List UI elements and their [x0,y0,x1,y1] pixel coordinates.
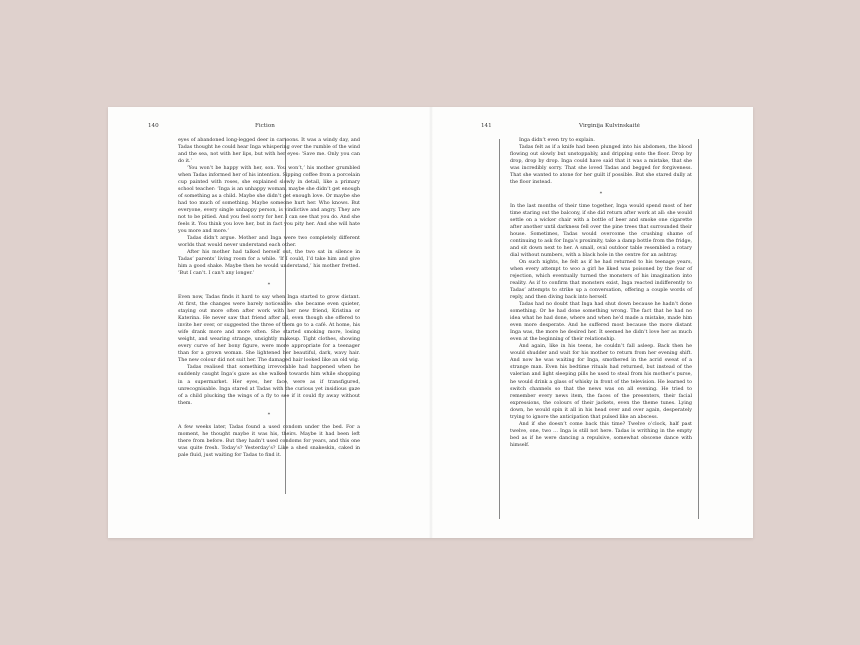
left-running-title: Fiction [255,123,275,129]
paragraph: In the last months of their time together, Inga would spend most of her time staring out the balcony, if she did return after work at all: she would settle on a wicker chair with a bottle of beer and smoke one cigarette after another until darkness fell over the pine trees that surrounded their house. Sometimes, Tadas would overcome the crushing shame of continuing to ask for Inga’s proximity, take a damp bottle from the fridge, and sit down next to her. A small, oval outdoor table resembled a rotary dial without numbers, with a black hole in the centre for an ashtray. [510,203,692,259]
left-body-text [178,137,360,459]
paragraph: On such nights, he felt as if he had returned to his teenage years, when every attempt to woo a girl he liked was poisoned by the fear of rejection, which eventually turned the monsters of his imagination into reality. As if to confirm that monsters exist, Inga reacted indifferently to Tadas’ attempts to strike up a conversation, offering a couple words of reply, and then diving back into herself. [510,259,692,301]
left-page-number: 140 [148,123,159,129]
paragraph: A few weeks later, Tadas found a used condom under the bed. For a moment, he thought maybe it was his, theirs. Maybe it had been left there from before. But they hadn’t used condoms for years, and this one was quite fresh. Today’s? Yesterday’s? Like a shed snakeskin, caked in pale fluid, just waiting for Tadas to find it. [178,423,360,458]
paragraph: Tadas felt as if a knife had been plunged into his abdomen, the blood flowing out slowly but unstoppably, and dripping onto the floor. Drop by drop, drop by drop. Inga could have said that it was a mistake, that she was incredibly sorry. That she loved Tadas and begged for forgiveness. That she wanted to atone for her guilt if possible. But she stared dully at the floor instead. [510,144,692,186]
paragraph: ‘You won’t be happy with her, son. You won’t,’ his mother grumbled when Tadas informed her of his intention. Sipping coffee from a porcelain cup painted with roses, she explained slowly in detail, like a primary school teacher: ‘Inga is an unhappy woman, maybe she didn’t get enough of something as a child. Maybe she didn’t get enough love. Or maybe she had too much of something. Maybe someone hurt her. Who knows. But everyone, every single unhappy person, is vindictive and angry. They are not to be pitied. And you feel sorry for her. I can see that you do. And she feels it. You think you love her, but in fact you pity her. And she will hate you more and more.’ [178,165,360,235]
paragraph: Tadas didn’t argue. Mother and Inga were two completely different worlds that would never understand each other. [178,235,360,249]
right-page [431,107,753,538]
section-break: * [599,191,603,198]
right-page-number: 141 [481,123,492,129]
paragraph: Inga didn’t even try to explain. [519,137,595,143]
right-margin-rule-outer [698,139,699,519]
paragraph: Tadas realised that something irrevocable had happened when he suddenly caught Inga’s gaze as she walked towards him while shopping in a supermarket. Her eyes, her face, were as if transfigured, unrecognisable. Inga stared at Tadas with the curious yet insidious gaze of a child plucking the wings of a fly to see if it could fly away without them. [178,364,360,406]
book-spread [108,107,753,538]
paragraph: And again, like in his teens, he couldn’t fall asleep. Back then he would shudder and wait for his mother to return from her evening shift. And now he was waiting for Inga, smothered in the acrid sweat of a strange man. Even his bedtime rituals had returned, but instead of the valerian and light sleeping pills he used to steal from his mother’s purse, he would drink a glass of whisky in front of the television. He learned to switch channels so that the news was on all evening. He tried to remember every news item, the faces of the presenters, their facial expressions, the colours of their jackets, even the theme tunes. Lying down, he would spin it all in his head over and over again, desperately trying to ignore the anticipation that pulsed like an abscess. [510,343,692,420]
paragraph: Even now, Tadas finds it hard to say when Inga started to grow distant. At first, the changes were barely noticeable: she became even quieter, staying out more often after work with her new friend, Kristina or Katerina. He never saw that friend after all, even though she offered to invite her over, or suggested the three of them go to a café. At home, his wife drank more and more often. She started smoking more, losing weight, and wearing strange, unsightly makeup. Tight clothes, showing every curve of her bony figure, were more appropriate for a teenager than for a grown woman. She lightened her beautiful, dark, wavy hair. The new colour did not suit her. The damaged hair looked like an old wig. [178,294,360,364]
right-body-text [510,137,692,449]
right-running-title: Virginija Kulvinskaitė [579,123,640,129]
paragraph: Tadas had no doubt that Inga had shut down because he hadn’t done something. Or he had done something wrong. The fact that he had no idea what he had done, where and when he’d made a mistake, made him even more desperate. And he suffered most because the more distant Inga was, the more he desired her. It seemed he didn’t love her as much even at the beginning of their relationship. [510,301,692,343]
paragraph: eyes of abandoned long-legged deer in cartoons. It was a windy day, and Tadas thought he could hear Inga whispering over the rumble of the wind and the sea, not with her lips, but with her eyes: ‘Save me. Only you can do it.’ [178,137,360,165]
left-page [108,107,430,538]
paragraph: And if she doesn’t come back this time? Twelve o’clock, half past twelve, one, two … Inga is still not here. Tadas is writhing in the empty bed as if he were dancing a repulsive, somewhat obscene dance with himself. [510,420,692,448]
section-break: * [267,411,271,418]
paragraph: After his mother had talked herself out, the two sat in silence in Tadas’ parents’ living room for a while. ‘If I could, I’d take him and give him a good shake. Maybe then he would understand,’ his mother fretted. ‘But I can’t. I can’t any longer.’ [178,249,360,277]
right-margin-rule [499,139,500,519]
section-break: * [267,282,271,289]
